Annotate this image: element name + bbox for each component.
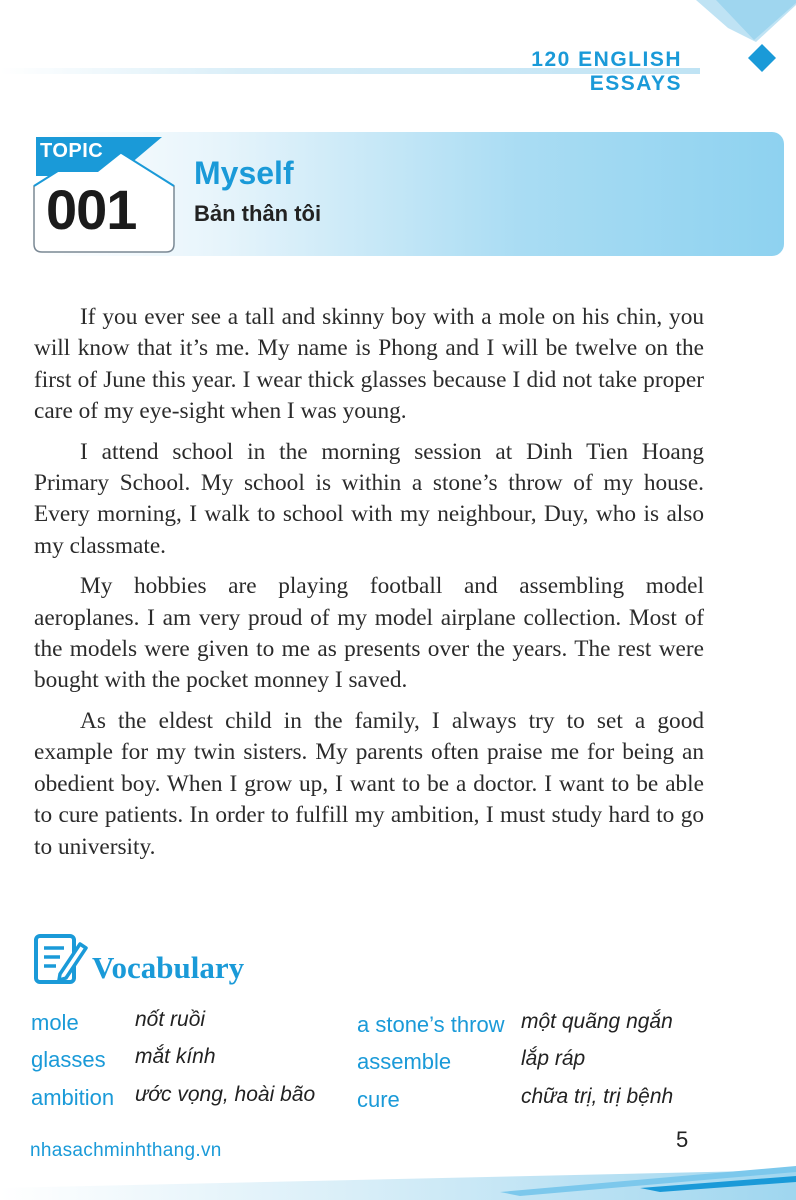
vocab-meaning: lắp ráp <box>521 1047 586 1070</box>
vocab-word: assemble <box>357 1049 452 1074</box>
vocab-word: cure <box>357 1087 400 1112</box>
vocab-word: glasses <box>31 1047 106 1072</box>
essay-paragraph-3: My hobbies are playing football and assembling model aeroplanes. I am very proud of my model airplane collection. Most of the models were given to me as presents over the years. The rest were bought with the pocket monney I saved. <box>34 573 704 694</box>
vocab-word: ambition <box>31 1085 115 1110</box>
vocab-word: a stone’s throw <box>357 1012 505 1037</box>
topic-title: Myself <box>194 155 294 191</box>
vocab-meaning: ước vọng, hoài bão <box>135 1083 316 1106</box>
footer-decoration <box>0 1158 796 1200</box>
page-number: 5 <box>676 1127 689 1152</box>
website-url: nhasachminhthang.vn <box>30 1140 222 1161</box>
vocab-meaning: nốt ruồi <box>135 1008 206 1031</box>
book-title: 120 ENGLISH ESSAYS <box>531 48 682 95</box>
essay-body <box>34 302 704 872</box>
topic-number: 001 <box>46 178 137 241</box>
notepad-pencil-icon <box>32 930 88 990</box>
vocab-word: mole <box>31 1010 79 1035</box>
vocabulary-heading: Vocabulary <box>92 950 245 985</box>
topic-subtitle: Bản thân tôi <box>194 201 322 226</box>
essay-paragraph-4: As the eldest child in the family, I always try to set a good example for my twin sisters. My parents often praise me for being an obedient boy. When I grow up, I want to be a doctor. I want to be able to cure patients. In order to fulfill my ambition, I must study hard to go to university. <box>34 707 704 860</box>
essay-paragraph-1: If you ever see a tall and skinny boy with a mole on his chin, you will know that it’s me. My name is Phong and I will be twelve on the first of June this year. I wear thick glasses because I did not take proper care of my eye-sight when I was young. <box>34 304 704 425</box>
vocab-meaning: mắt kính <box>135 1045 216 1068</box>
vocab-meaning: một quãng ngắn <box>521 1010 673 1033</box>
topic-label: TOPIC <box>40 140 104 162</box>
vocab-meaning: chữa trị, trị bệnh <box>521 1085 674 1108</box>
essay-paragraph-2: I attend school in the morning session at Dinh Tien Hoang Primary School. My school is within a stone’s throw of my house. Every morning, I walk to school with my neighbour, Duy, who is also my classmate. <box>34 438 704 559</box>
